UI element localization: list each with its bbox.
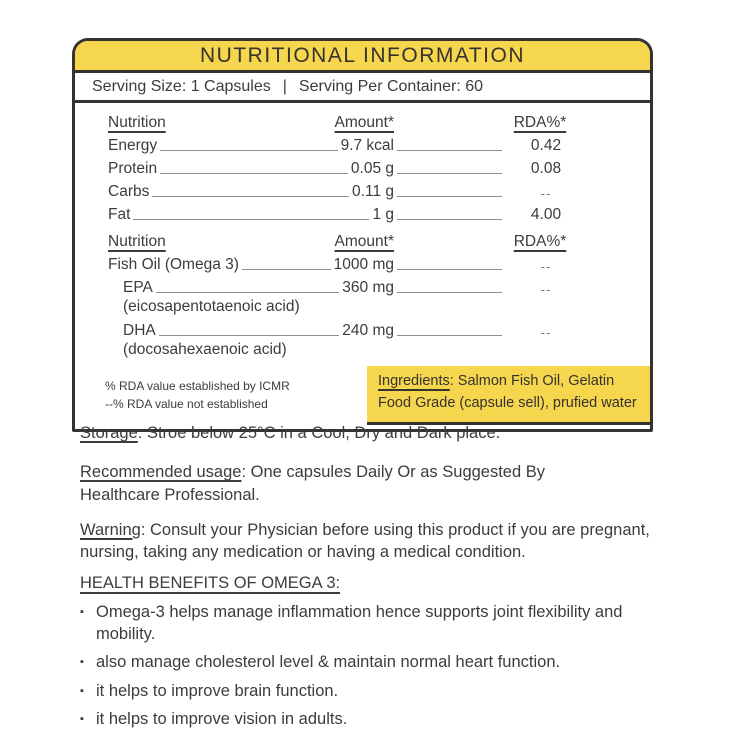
leader-line: [152, 196, 349, 197]
storage-section: [80, 422, 705, 444]
warning-label: Warning: [80, 520, 141, 539]
bullet-icon: ▪: [80, 713, 84, 726]
row-amount: 9.7 kcal: [340, 137, 394, 154]
storage-text: : Stroe below 25°C in a Cool, Dry and Dark place.: [137, 424, 501, 442]
leader-line: [133, 219, 369, 220]
table-row-energy: [75, 132, 650, 155]
row-rda: --: [540, 186, 552, 201]
header-amount: Amount*: [334, 114, 394, 131]
dha-full-name: (docosahexaenoic acid): [123, 341, 287, 358]
ingredients-box: [367, 366, 650, 425]
leader-line: [397, 173, 502, 174]
row-label: EPA: [123, 279, 153, 296]
row-rda: --: [540, 259, 552, 274]
leader-line: [397, 335, 502, 336]
row-label: Fish Oil (Omega 3): [108, 256, 239, 273]
row-rda: --: [540, 325, 552, 340]
label-body-text: [80, 422, 705, 738]
benefit-item-4: ▪ it helps to improve vision in adults.: [80, 709, 705, 730]
serving-row: [75, 73, 650, 103]
bullet-icon: ▪: [80, 606, 84, 619]
benefit-item-3: ▪ it helps to improve brain function.: [80, 681, 705, 702]
benefit-item-1: ▪ Omega-3 helps manage inflammation hence supports joint flexibility and mobility.: [80, 602, 705, 645]
leader-line: [397, 269, 502, 270]
row-amount: 1 g: [372, 206, 394, 223]
header-rda: RDA%*: [513, 233, 567, 250]
leader-line: [397, 219, 502, 220]
footnote-and-ingredients-row: [75, 366, 650, 429]
table-row-epa: [75, 274, 650, 297]
serving-separator: |: [282, 77, 287, 95]
row-label: DHA: [123, 322, 156, 339]
row-rda: --: [540, 282, 552, 297]
rda-footnote-1: % RDA value established by ICMR: [105, 378, 290, 393]
serving-size: Serving Size: 1 Capsules: [92, 77, 271, 95]
recommended-usage-section: [80, 461, 585, 506]
row-label: Energy: [108, 137, 158, 154]
epa-full-name: (eicosapentotaenoic acid): [123, 298, 300, 315]
table-row-fat: [75, 201, 650, 224]
rda-footnote-2: --% RDA value not established: [105, 396, 268, 411]
row-amount: 1000 mg: [333, 256, 394, 273]
rda-footnotes: [75, 377, 367, 429]
row-label: Fat: [108, 206, 131, 223]
header-amount: Amount*: [334, 233, 394, 250]
row-label: Carbs: [108, 183, 150, 200]
row-amount: 0.11 g: [352, 183, 394, 200]
table-row-fish-oil: [75, 251, 650, 274]
header-nutrition: Nutrition: [108, 114, 166, 131]
header-nutrition: Nutrition: [108, 233, 166, 250]
usage-text: : One capsules Daily Or as Suggested By Healthcare Professional.: [80, 463, 546, 504]
serving-per-container: Serving Per Container: 60: [298, 77, 484, 95]
leader-line: [159, 335, 340, 336]
usage-label: Recommended usage: [80, 463, 242, 482]
ingredients-label: Ingredients: [378, 373, 450, 389]
ingredients-text: : Salmon Fish Oil, Gelatin Food Grade (capsule sell), prufied water: [378, 373, 637, 411]
table-header-row-2: [75, 227, 650, 251]
storage-label: Storage: [80, 424, 138, 442]
leader-line: [397, 292, 502, 293]
warning-section: [80, 519, 685, 564]
panel-title-bar: [75, 41, 650, 73]
row-rda: 0.08: [530, 160, 562, 177]
benefit-item-2: ▪ also manage cholesterol level & maintain normal heart function.: [80, 652, 705, 673]
table-row-carbs: [75, 178, 650, 201]
leader-line: [397, 196, 502, 197]
row-amount: 240 mg: [342, 322, 394, 339]
bullet-icon: ▪: [80, 684, 84, 697]
table-row-dha: [75, 317, 650, 340]
bullet-icon: ▪: [80, 656, 84, 669]
row-label: Protein: [108, 160, 158, 177]
header-rda: RDA%*: [513, 114, 567, 131]
table-header-row-1: [75, 108, 650, 132]
nutrition-table: [75, 103, 650, 429]
panel-title: NUTRITIONAL INFORMATION: [200, 43, 525, 67]
table-row-protein: [75, 155, 650, 178]
leader-line: [242, 269, 331, 270]
row-rda: 4.00: [530, 206, 562, 223]
health-benefits-heading: HEALTH BENEFITS OF OMEGA 3:: [80, 574, 341, 593]
leader-line: [156, 292, 339, 293]
nutrition-facts-panel: [72, 38, 653, 432]
leader-line: [160, 150, 337, 151]
row-rda: 0.42: [530, 137, 562, 154]
warning-text: : Consult your Physician before using this product if you are pregnant, nursing, taking any medication or having a medical condition.: [80, 520, 650, 562]
row-amount: 0.05 g: [350, 160, 394, 177]
leader-line: [397, 150, 502, 151]
leader-line: [160, 173, 348, 174]
row-amount: 360 mg: [342, 279, 394, 296]
